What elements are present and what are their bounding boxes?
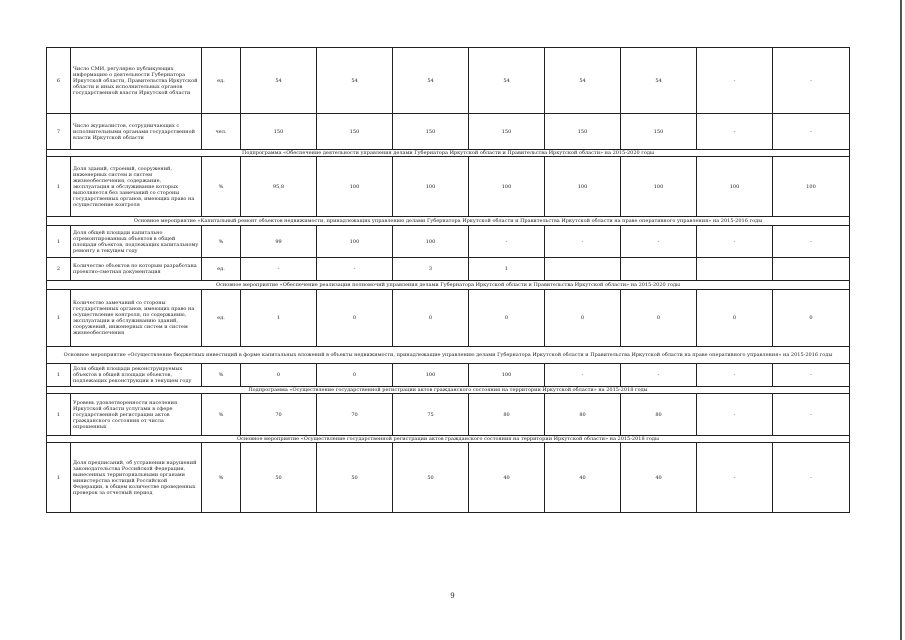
unit-cell: ед. [202, 48, 241, 114]
table-row [47, 226, 850, 258]
scan-edge [900, 0, 902, 640]
value-cell: - [697, 114, 773, 150]
value-cell: 100 [317, 226, 393, 258]
unit-cell: чел. [202, 114, 241, 150]
value-cell: 40 [621, 443, 697, 513]
value-cell: 80 [621, 394, 697, 436]
value-cell [621, 258, 697, 281]
value-cell: - [697, 48, 773, 114]
row-number-cell: 6 [47, 48, 71, 114]
table-row [47, 157, 850, 217]
value-cell: - [773, 394, 850, 436]
value-cell: - [317, 258, 393, 281]
section-heading: Основное мероприятие «Осуществление бюджетных инвестиций в форме капитальных вложений в объекты недвижимости, принадлежащие управлению делами Губернатора Иркутской области и Правительства Иркутской области на праве оперативного управления» на 2015-2016 годы [47, 347, 850, 364]
indicator-name-cell: Доля общей площади реконструируемых объектов в общей площади объектов, подлежащих реконструкции в текущем году [71, 364, 202, 387]
value-cell: - [621, 226, 697, 258]
value-cell: 100 [773, 157, 850, 217]
value-cell: 100 [469, 157, 545, 217]
page-number: 9 [450, 592, 455, 600]
value-cell: 0 [621, 290, 697, 347]
section-heading: Подпрограмма «Осуществление государственной регистрации актов гражданского состояния на территории Иркутской области» на 2015-2018 годы [47, 387, 850, 394]
value-cell: 75 [393, 394, 469, 436]
value-cell: 0 [317, 364, 393, 387]
indicator-name-cell: Доля общей площади капитально отремонтированных объектов в общей площади объектов, подлежащих капитальному ремонту в текущем году [71, 226, 202, 258]
indicator-name-cell: Уровень удовлетворенности населения Иркутской области услугами в сфере государственной регистрации актов гражданского состояния от числа опрошенных [71, 394, 202, 436]
value-cell: 0 [697, 290, 773, 347]
value-cell: 54 [621, 48, 697, 114]
section-heading-row [47, 436, 850, 443]
section-heading: Подпрограмма «Обеспечение деятельности управления делами Губернатора Иркутской области и Правительства Иркутской области» на 2015-2020 годы [47, 150, 850, 157]
section-heading-row [47, 217, 850, 226]
row-number-cell: 1 [47, 157, 71, 217]
table-row [47, 258, 850, 281]
value-cell: 70 [317, 394, 393, 436]
unit-cell: ед. [202, 258, 241, 281]
value-cell [697, 258, 773, 281]
value-cell: - [545, 364, 621, 387]
value-cell: 70 [241, 394, 317, 436]
value-cell: 100 [469, 364, 545, 387]
value-cell: - [697, 394, 773, 436]
row-number-cell: 1 [47, 443, 71, 513]
value-cell: 1 [241, 290, 317, 347]
value-cell: 100 [393, 157, 469, 217]
value-cell: - [773, 48, 850, 114]
row-number-cell: 2 [47, 258, 71, 281]
row-number-cell: 7 [47, 114, 71, 150]
section-heading-row [47, 281, 850, 290]
indicator-name-cell: Доля зданий, строений, сооружений, инженерных систем и систем жизнеобеспечения, содержание, эксплуатация и обслуживание которых выполняется без замечаний со стороны государственных органов, имеющих право на осуществление контроля [71, 157, 202, 217]
indicator-name-cell: Количество замечаний со стороны государственных органов, имеющих право на осуществление контроля, по содержанию, эксплуатации и обслуживанию зданий, сооружений, инженерных систем и систем жизнеобеспечения [71, 290, 202, 347]
value-cell: 40 [469, 443, 545, 513]
value-cell: 100 [317, 157, 393, 217]
unit-cell: % [202, 226, 241, 258]
unit-cell: ед. [202, 290, 241, 347]
value-cell: 0 [469, 290, 545, 347]
table-row [47, 114, 850, 150]
value-cell: 50 [317, 443, 393, 513]
value-cell: 0 [317, 290, 393, 347]
indicator-name-cell: Количество объектов по которым разработана проектно-сметная документация [71, 258, 202, 281]
value-cell: 40 [545, 443, 621, 513]
row-number-cell: 1 [47, 290, 71, 347]
value-cell [545, 258, 621, 281]
value-cell: 54 [241, 48, 317, 114]
section-heading-row [47, 387, 850, 394]
table-row [47, 394, 850, 436]
value-cell: 3 [393, 258, 469, 281]
value-cell: 80 [469, 394, 545, 436]
value-cell: - [773, 443, 850, 513]
value-cell: 150 [241, 114, 317, 150]
value-cell: 54 [393, 48, 469, 114]
value-cell: - [773, 114, 850, 150]
section-heading: Основное мероприятие «Осуществление государственной регистрации актов гражданского состояния на территории Иркутской области» на 2015-2018 годы [47, 436, 850, 443]
value-cell: 80 [545, 394, 621, 436]
value-cell: 100 [393, 364, 469, 387]
row-number-cell: 1 [47, 226, 71, 258]
section-heading: Основное мероприятие «Капитальный ремонт объектов недвижимости, принадлежащих управлению делами Губернатора Иркутской области и Правительства Иркутской области на праве оперативного управления» на 2015-2016 годы [47, 217, 850, 226]
value-cell: 95,8 [241, 157, 317, 217]
value-cell: 150 [317, 114, 393, 150]
value-cell: 100 [545, 157, 621, 217]
unit-cell: % [202, 364, 241, 387]
table-row [47, 443, 850, 513]
value-cell: 0 [773, 290, 850, 347]
section-heading-row [47, 150, 850, 157]
section-heading-row [47, 347, 850, 364]
value-cell: - [621, 364, 697, 387]
unit-cell: % [202, 157, 241, 217]
value-cell [773, 258, 850, 281]
value-cell: - [469, 226, 545, 258]
value-cell: 0 [241, 364, 317, 387]
value-cell: 150 [469, 114, 545, 150]
value-cell: 0 [545, 290, 621, 347]
unit-cell: % [202, 443, 241, 513]
value-cell: 100 [393, 226, 469, 258]
row-number-cell: 1 [47, 394, 71, 436]
value-cell: - [773, 226, 850, 258]
value-cell: 100 [621, 157, 697, 217]
value-cell: 50 [393, 443, 469, 513]
value-cell: - [697, 443, 773, 513]
unit-cell: % [202, 394, 241, 436]
indicators-table [46, 47, 850, 513]
value-cell: 150 [393, 114, 469, 150]
value-cell: 50 [241, 443, 317, 513]
value-cell: 54 [317, 48, 393, 114]
value-cell: 1 [469, 258, 545, 281]
value-cell: - [697, 226, 773, 258]
value-cell: - [773, 364, 850, 387]
value-cell: 54 [545, 48, 621, 114]
indicator-name-cell: Число СМИ, регулярно публикующих информацию о деятельности Губернатора Иркутской области, Правительства Иркутской области и иных исполнительных органов государственной власти Иркутской области [71, 48, 202, 114]
value-cell: 0 [393, 290, 469, 347]
value-cell: 54 [469, 48, 545, 114]
value-cell: 150 [545, 114, 621, 150]
row-number-cell: 1 [47, 364, 71, 387]
table-row [47, 48, 850, 114]
section-heading: Основное мероприятие «Обеспечение реализации полномочий управления делами Губернатора Иркутской области и Правительства Иркутской области» на 2015-2020 годы [47, 281, 850, 290]
value-cell: 100 [697, 157, 773, 217]
value-cell: 99 [241, 226, 317, 258]
indicator-name-cell: Число журналистов, сотрудничающих с исполнительными органами государственной власти Иркутской области [71, 114, 202, 150]
value-cell: - [241, 258, 317, 281]
value-cell: 150 [621, 114, 697, 150]
table-row [47, 290, 850, 347]
value-cell: - [697, 364, 773, 387]
table-row [47, 364, 850, 387]
value-cell: - [545, 226, 621, 258]
indicator-name-cell: Доля предписаний, об устранении нарушений законодательства Российской Федерации, вынесенных территориальными органами министерства юстиций Российской Федерации, в общем количестве проведенных проверок за отчетный период [71, 443, 202, 513]
